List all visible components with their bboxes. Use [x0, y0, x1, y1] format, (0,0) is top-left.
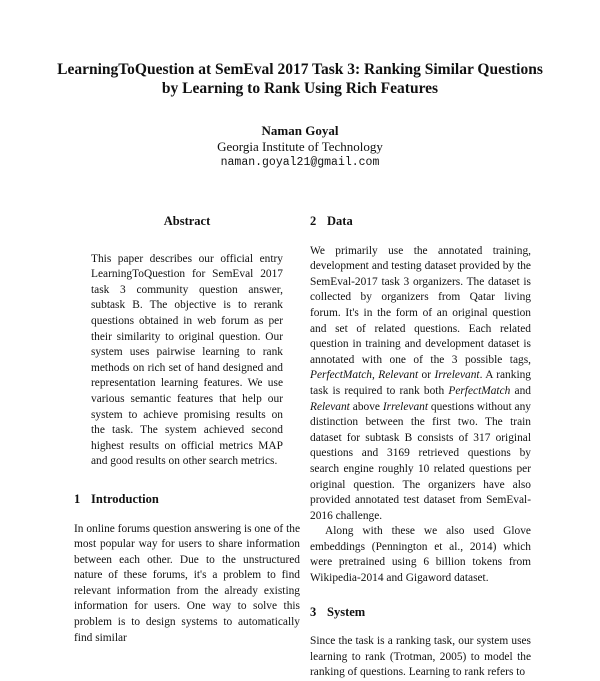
- section-heading-introduction: [74, 492, 300, 508]
- tag-relevant: Relevant: [310, 400, 350, 413]
- title-line-1: LearningToQuestion at SemEval 2017 Task 3: Ranking Similar Questions: [57, 61, 543, 78]
- section-number: 2: [310, 214, 317, 228]
- abstract-heading: Abstract: [163, 214, 211, 228]
- section-number: 3: [310, 604, 317, 619]
- section-heading-system: [310, 605, 531, 621]
- tag-irrelevant: Irrelevant: [382, 400, 428, 413]
- tag-perfectmatch: PerfectMatch: [448, 384, 511, 397]
- tag-relevant: Relevant: [378, 369, 419, 382]
- section-heading-data: [310, 214, 531, 230]
- system-text: Since the task is a ranking task, our system uses learning to rank (Trotman, 2005) to model the ranking of questions. Learning to rank refers to: [310, 635, 531, 679]
- right-column: [310, 214, 531, 681]
- author-affiliation: Georgia Institute of Technology: [217, 139, 383, 154]
- title-line-2: by Learning to Rank Using Rich Features: [161, 80, 439, 97]
- section-title-text: Introduction: [91, 491, 159, 506]
- tag-irrelevant: Irrelevant: [434, 369, 480, 382]
- section-title-text: System: [327, 604, 366, 619]
- author-block: [100, 123, 500, 171]
- section-number: 1: [74, 491, 81, 506]
- tag-perfectmatch: PerfectMatch: [310, 369, 372, 382]
- data-paragraph-1: We primarily use the annotated training, development and testing dataset provided by the SemEval-2017 task 3 organizers. The dataset is collected by organizers from Qatar living forum. It's in the form of an original question and set of related questions. Each related question in training and development dataset is annotated with one of the 3 possible tags, PerfectMatch, Relevant or Irrelevant. A ranking task is required to rank both PerfectMatch and Relevant above Irrelevant questions without any distinction between the first two. The train dataset for subtask B consists of 317 original questions and 3169 retrieved questions by search engine roughly 10 related questions per original question. The organizers have also provided annotated test dataset from SemEval-2016 challenge.: [310, 244, 531, 522]
- data-paragraph-2: Along with these we also used Glove embeddings (Pennington et al., 2014) which were pretrained using 6 billion tokens from Wikipedia-2014 and Gigaword dataset.: [310, 525, 531, 585]
- abstract-text: This paper describes our official entry LearningToQuestion for SemEval 2017 task 3 community question answer, subtask B. The objective is to rerank questions obtained in web forum as per their similarity to original question. Our system uses pairwise learning to rank methods on rich set of hand designed and representation learning features. We use various semantic features that help our system to achieve promising results on the task. The system achieved second highest results on official metrics MAP and good results on other search metrics.: [91, 252, 283, 468]
- left-column: [74, 214, 300, 646]
- introduction-text: In online forums question answering is one of the most popular way for users to share information between each other. Due to the unstructured nature of these forums, it's a problem to find relevant information from the already existing information for users. One way to solve this problem is to design systems to automatically find similar: [74, 522, 300, 644]
- paper-title: [40, 60, 560, 98]
- section-title-text: Data: [327, 214, 353, 228]
- author-name: Naman Goyal: [261, 123, 339, 138]
- author-email: naman.goyal21@gmail.com: [220, 156, 380, 169]
